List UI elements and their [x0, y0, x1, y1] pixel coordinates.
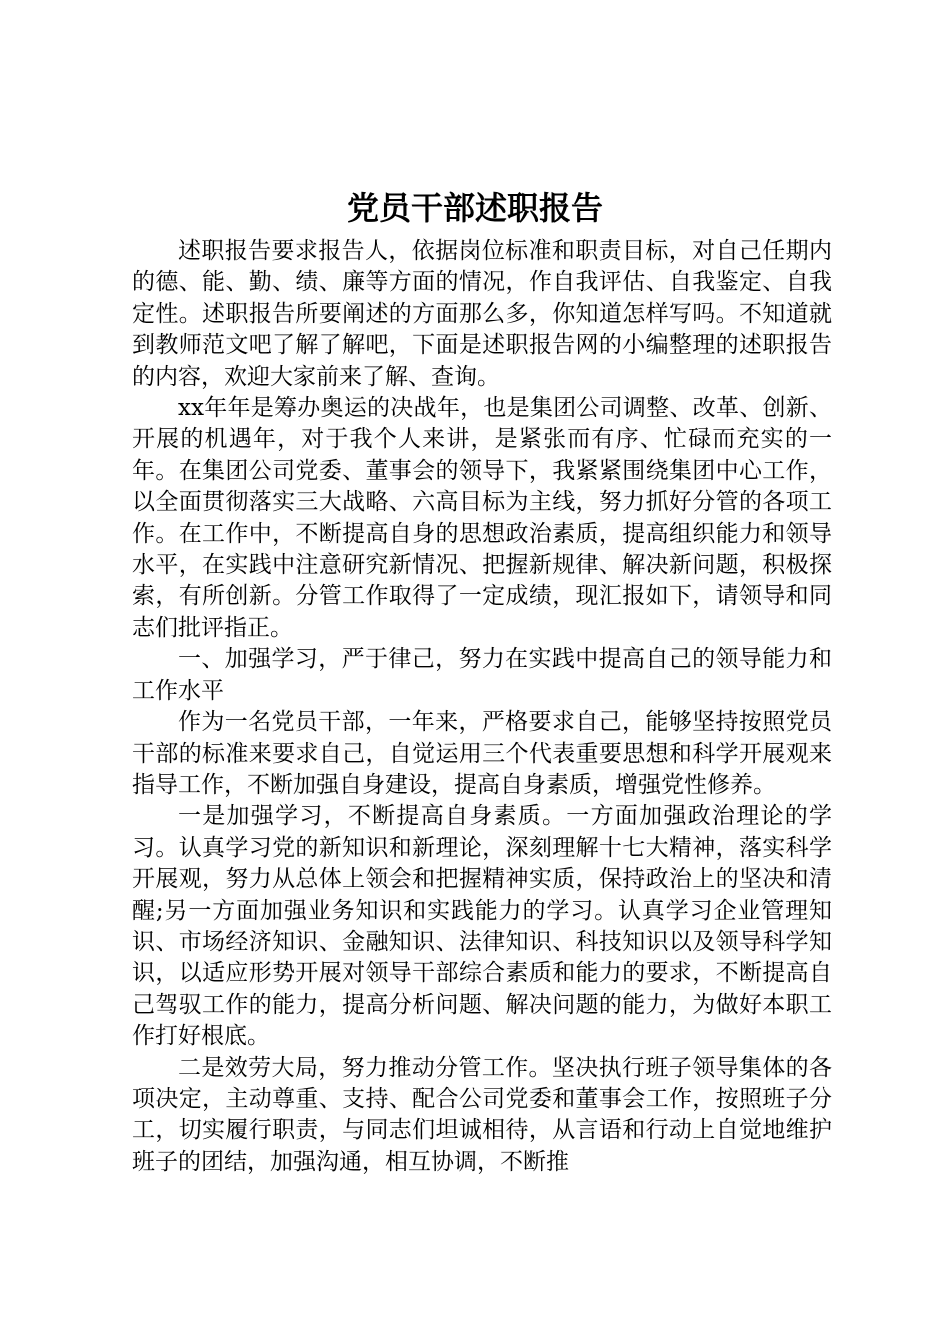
document-body — [132, 236, 832, 1178]
paragraph-serve-overall: 二是效劳大局，努力推动分管工作。坚决执行班子领导集体的各项决定，主动尊重、支持、配合公司党委和董事会工作，按照班子分工，切实履行职责，与同志们坦诚相待，从言语和行动上自觉地维护班子的团结，加强沟通，相互协调，不断推 — [132, 1054, 832, 1175]
section-heading-1: 一、加强学习，严于律己，努力在实践中提高自己的领导能力和工作水平 — [132, 646, 832, 704]
paragraph-party-member: 作为一名党员干部，一年来，严格要求自己，能够坚持按照党员干部的标准来要求自己，自觉运用三个代表重要思想和科学开展观来指导工作，不断加强自身建设，提高自身素质，增强党性修养。 — [132, 709, 832, 798]
page-title: 党员干部述职报告 — [346, 189, 603, 227]
paragraph-study: 一是加强学习，不断提高自身素质。一方面加强政治理论的学习。认真学习党的新知识和新理论，深刻理解十七大精神，落实科学开展观，努力从总体上领会和把握精神实质，保持政治上的坚决和清醒;另一方面加强业务知识和实践能力的学习。认真学习企业管理知识、市场经济知识、金融知识、法律知识、科技知识以及领导科学知识，以适应形势开展对领导干部综合素质和能力的要求，不断提高自己驾驭工作的能力，提高分析问题、解决问题的能力，为做好本职工作打好根底。 — [132, 803, 832, 1050]
paragraph-year-summary: xx年年是筹办奥运的决战年，也是集团公司调整、改革、创新、开展的机遇年，对于我个人来讲，是紧张而有序、忙碌而充实的一年。在集团公司党委、董事会的领导下，我紧紧围绕集团中心工作，以全面贯彻落实三大战略、六高目标为主线，努力抓好分管的各项工作。在工作中，不断提高自身的思想政治素质，提高组织能力和领导水平，在实践中注意研究新情况、把握新规律、解决新问题，积极探索，有所创新。分管工作取得了一定成绩，现汇报如下，请领导和同志们批评指正。 — [132, 395, 832, 641]
paragraph-intro: 述职报告要求报告人，依据岗位标准和职责目标，对自己任期内的德、能、勤、绩、廉等方面的情况，作自我评估、自我鉴定、自我定性。述职报告所要阐述的方面那么多，你知道怎样写吗。不知道就到教师范文吧了解了解吧，下面是述职报告网的小编整理的述职报告的内容，欢迎大家前来了解、查询。 — [132, 238, 832, 390]
